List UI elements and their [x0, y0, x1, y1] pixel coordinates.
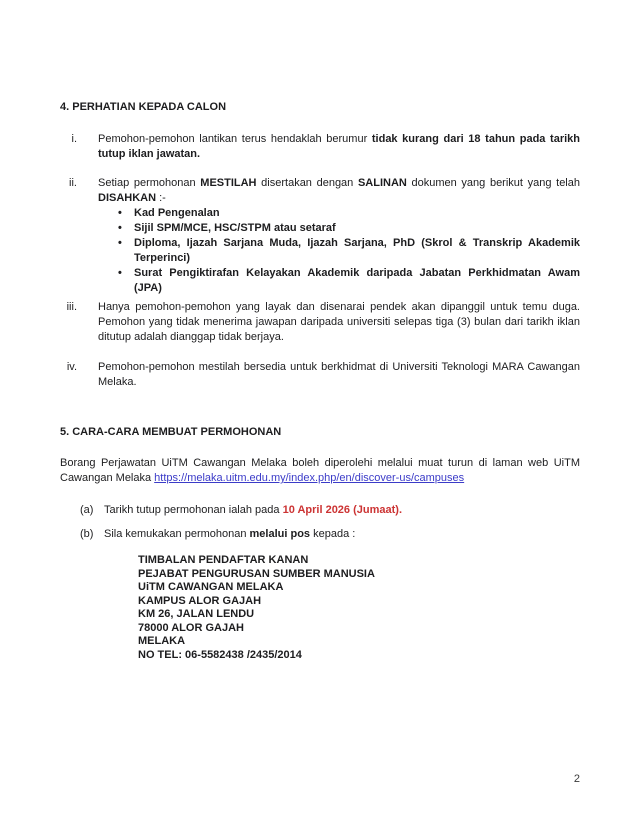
text-run: Tarikh tutup permohonan ialah pada — [104, 504, 283, 516]
text-run: Borang Perjawatan UiTM Cawangan Melaka boleh diperolehi melalui muat turun di laman web UiTM Cawangan Melaka — [60, 457, 580, 484]
address-line: KAMPUS ALOR GAJAH — [138, 594, 262, 607]
intro-paragraph — [60, 456, 580, 486]
bullet-text: Surat Pengiktirafan Kelayakan Akademik daripada Jabatan Perkhidmatan Awam (JPA) — [134, 267, 580, 294]
bullet-text: Kad Pengenalan — [134, 207, 220, 219]
item-number: ii. — [69, 177, 77, 189]
text-run: :- — [156, 192, 166, 204]
letter-text — [104, 527, 355, 542]
bullet-item — [98, 221, 580, 236]
letter-text — [104, 503, 402, 518]
item-text — [98, 176, 580, 296]
page-number: 2 — [573, 773, 580, 785]
letter-item-b — [80, 527, 580, 542]
bullet-item — [98, 206, 580, 221]
numbered-item-i — [60, 132, 580, 162]
address-line: UiTM CAWANGAN MELAKA — [138, 581, 284, 593]
letter-label: (b) — [80, 528, 94, 540]
item-text: Hanya pemohon-pemohon yang layak dan disenarai pendek akan dipanggil untuk temu duga. Pemohon yang tidak menerima jawapan daripada universiti selepas tiga (3) bulan dari tarikh iklan ditutup adalah dianggap tidak berjaya. — [98, 301, 580, 343]
numbered-item-iii — [60, 300, 580, 345]
text-run-bold: SALINAN — [357, 177, 407, 189]
bullet-icon: • — [118, 267, 122, 279]
text-run: kepada : — [310, 528, 356, 540]
bullet-icon: • — [118, 237, 122, 249]
text-run: Setiap permohonan — [98, 177, 201, 189]
campus-link[interactable]: https://melaka.uitm.edu.my/index.php/en/discover-us/campuses — [154, 472, 465, 484]
section-5-heading: 5. CARA-CARA MEMBUAT PERMOHONAN — [60, 426, 282, 438]
item-number: iv. — [66, 361, 77, 373]
numbered-item-ii — [60, 176, 580, 296]
address-line: TIMBALAN PENDAFTAR KANAN — [138, 554, 309, 566]
letter-label: (a) — [80, 504, 94, 516]
closing-date: 10 April 2026 (Jumaat). — [282, 504, 402, 516]
text-run: Sila kemukakan permohonan — [104, 528, 250, 540]
bullet-item — [98, 236, 580, 266]
address-line: NO TEL: 06-5582438 /2435/2014 — [138, 648, 302, 661]
text-run-bold: melalui pos — [249, 528, 311, 540]
bullet-icon: • — [118, 207, 122, 219]
mailing-address — [138, 554, 580, 662]
item-number: i. — [71, 133, 77, 145]
item-text: Pemohon-pemohon mestilah bersedia untuk berkhidmat di Universiti Teknologi MARA Cawangan Melaka. — [98, 361, 580, 388]
address-line: 78000 ALOR GAJAH — [138, 621, 244, 634]
text-run: dokumen yang berikut yang telah — [406, 177, 580, 189]
address-line: KM 26, JALAN LENDU — [138, 608, 255, 620]
section-4-heading: 4. PERHATIAN KEPADA CALON — [60, 101, 227, 113]
item-number: iii. — [66, 301, 77, 313]
text-run-bold: tidak kurang dari 18 tahun pada tarikh tutup iklan jawatan. — [98, 133, 580, 160]
bullet-text: Sijil SPM/MCE, HSC/STPM atau setaraf — [134, 222, 336, 234]
text-run: Pemohon-pemohon lantikan terus hendaklah berumur — [98, 133, 372, 145]
letter-item-a — [80, 503, 580, 518]
text-run: disertakan dengan — [256, 177, 358, 189]
bullet-item — [98, 266, 580, 296]
text-run-bold: DISAHKAN — [98, 192, 157, 204]
bullet-list — [98, 206, 580, 296]
address-line: PEJABAT PENGURUSAN SUMBER MANUSIA — [138, 567, 375, 580]
text-run-bold: MESTILAH — [200, 177, 257, 189]
item-text-line — [98, 176, 580, 206]
address-line: MELAKA — [138, 635, 186, 647]
bullet-icon: • — [118, 222, 122, 234]
numbered-item-iv — [60, 360, 580, 390]
bullet-text: Diploma, Ijazah Sarjana Muda, Ijazah Sarjana, PhD (Skrol & Transkrip Akademik Terperinci) — [134, 237, 580, 264]
item-text — [98, 132, 580, 162]
